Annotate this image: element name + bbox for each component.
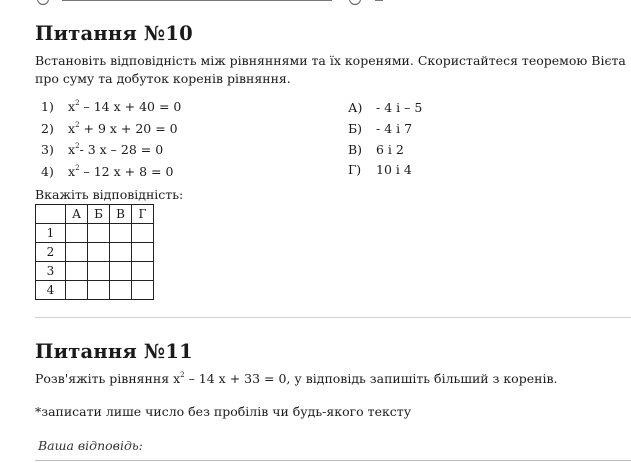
answer-b-label: Б)	[348, 121, 363, 136]
answer-input[interactable]	[35, 434, 631, 461]
grid-cell[interactable]	[88, 224, 110, 243]
grid-cell[interactable]	[132, 243, 154, 262]
answer-b-value: - 4 і 7	[376, 121, 413, 136]
grid-column-header: Г	[132, 205, 154, 224]
matching-grid	[35, 204, 154, 300]
question-divider	[35, 317, 631, 318]
grid-cell[interactable]	[66, 281, 88, 300]
matching-hint: Вкажіть відповідність:	[35, 187, 184, 202]
grid-row-header: 3	[36, 262, 66, 281]
grid-cell[interactable]	[110, 262, 132, 281]
answer-placeholder: Ваша відповідь:	[38, 438, 143, 453]
grid-cell[interactable]	[110, 281, 132, 300]
radio-option-icon[interactable]	[37, 0, 49, 5]
grid-row	[36, 243, 154, 262]
divider	[375, 0, 383, 1]
grid-cell[interactable]	[110, 243, 132, 262]
equation-2-number: 2)	[41, 121, 54, 136]
grid-cell[interactable]	[88, 262, 110, 281]
grid-cell[interactable]	[88, 281, 110, 300]
question-10-instruction: Встановіть відповідність між рівняннями та їх коренями. Скористайтеся теоремою Вієта про суму та добуток коренів рівняння.	[35, 53, 626, 86]
answer-a-value: - 4 і – 5	[376, 100, 423, 115]
grid-cell[interactable]	[66, 243, 88, 262]
question-11-title: Питання №11	[35, 340, 193, 363]
grid-column-header: В	[110, 205, 132, 224]
answer-v-label: В)	[348, 142, 363, 157]
equation-1-number: 1)	[41, 99, 54, 114]
equation-4-number: 4)	[41, 164, 54, 179]
answer-g-value: 10 і 4	[376, 162, 412, 177]
grid-cell[interactable]	[132, 262, 154, 281]
grid-row-header: 2	[36, 243, 66, 262]
equation-3-number: 3)	[41, 142, 54, 157]
grid-column-header: Б	[88, 205, 110, 224]
grid-cell[interactable]	[132, 224, 154, 243]
grid-cell[interactable]	[132, 281, 154, 300]
grid-cell[interactable]	[66, 224, 88, 243]
grid-row	[36, 224, 154, 243]
answer-a-label: А)	[348, 100, 363, 115]
equation-4: $x^2 - 12$ x + 8 = 0	[68, 164, 174, 179]
answer-v-value: 6 і 2	[376, 142, 404, 157]
equation-1: $x^2 - 14$ x + 40 = 0	[68, 99, 182, 114]
grid-cell[interactable]	[66, 262, 88, 281]
grid-row	[36, 281, 154, 300]
answer-g-label: Г)	[348, 162, 362, 177]
question-11-note: *записати лише число без пробілів чи будь-якого тексту	[35, 404, 412, 419]
question-11-text: Розв'яжіть рівняння $x^2 - 14$ x + 33 = 0, у відповідь запишіть більший з коренів.	[35, 371, 558, 386]
grid-header-row	[36, 205, 154, 224]
equation-3: $x^2-$ 3 x – 28 = 0	[68, 142, 164, 157]
question-10-title: Питання №10	[35, 22, 193, 45]
grid-column-header: А	[66, 205, 88, 224]
grid-row-header: 1	[36, 224, 66, 243]
grid-cell[interactable]	[110, 224, 132, 243]
radio-option-icon[interactable]	[349, 0, 361, 5]
grid-corner-cell	[36, 205, 66, 224]
grid-row	[36, 262, 154, 281]
grid-cell[interactable]	[88, 243, 110, 262]
equation-2: $x^2 + 9$ x + 20 = 0	[68, 121, 178, 136]
grid-row-header: 4	[36, 281, 66, 300]
top-previous-question-strip	[0, 0, 631, 6]
divider	[62, 0, 332, 1]
